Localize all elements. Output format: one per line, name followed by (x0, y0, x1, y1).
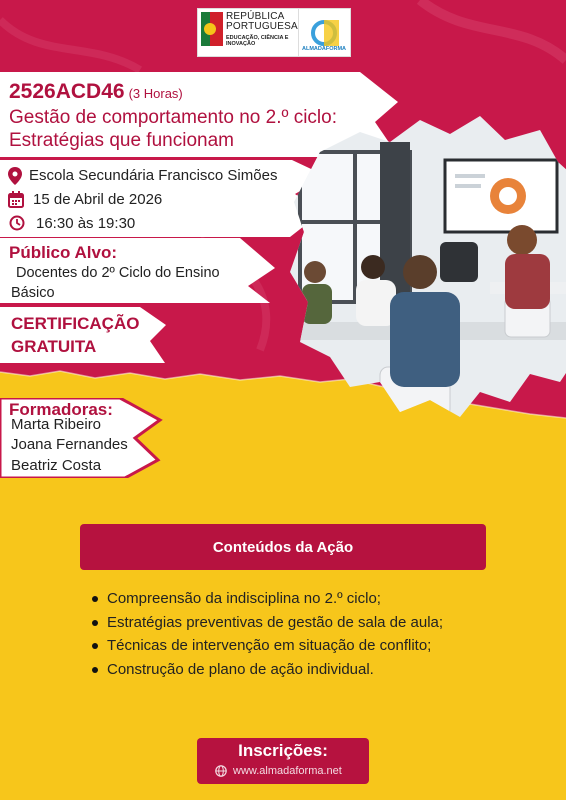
list-item: Construção de plano de ação individual. (90, 658, 550, 682)
republica-line2: PORTUGUESA (226, 21, 298, 32)
date-text: 15 de Abril de 2026 (33, 191, 163, 208)
certification-line1: CERTIFICAÇÃO (11, 314, 140, 333)
trainer-name: Beatriz Costa (11, 457, 102, 474)
registration-url[interactable]: www.almadaforma.net (233, 765, 342, 777)
certification-line2: GRATUITA (11, 337, 97, 356)
republica-logo (198, 9, 298, 56)
contents-heading-box (80, 524, 486, 570)
almadaforma-text: ALMADAFORMA (302, 46, 346, 52)
course-hours: (3 Horas) (128, 86, 183, 101)
contents-heading: Conteúdos da Ação (212, 538, 354, 556)
list-item: Técnicas de intervenção em situação de conflito; (90, 634, 550, 658)
course-title-line2: Estratégias que funcionam (9, 130, 234, 151)
registration-heading: Inscrições: (238, 741, 328, 760)
almadaforma-swirl-icon (309, 20, 339, 46)
list-item: Compreensão da indisciplina no 2.º ciclo; (90, 587, 550, 611)
globe-icon (215, 765, 227, 777)
almadaforma-logo (298, 9, 349, 56)
trainer-name: Marta Ribeiro (11, 416, 102, 433)
registration-box[interactable] (197, 738, 369, 784)
calendar-icon (8, 191, 24, 208)
list-item: Estratégias preventivas de gestão de sala de aula; (90, 611, 550, 635)
course-code: 2526ACD46 (9, 80, 125, 103)
time-text: 16:30 às 19:30 (36, 215, 136, 232)
trainer-name: Joana Fernandes (11, 436, 128, 453)
portugal-emblem-icon (201, 12, 223, 46)
audience-heading: Público Alvo: (9, 243, 117, 262)
course-title-line1: Gestão de comportamento no 2.º ciclo: (9, 107, 338, 128)
audience-line2: Básico (11, 285, 55, 301)
location-text: Escola Secundária Francisco Simões (29, 167, 278, 184)
republica-line1: REPÚBLICA (226, 11, 285, 22)
course-code-line (9, 80, 183, 104)
clock-icon (9, 215, 25, 231)
contents-list (90, 587, 550, 681)
classroom-photo (290, 112, 566, 422)
trainers-heading: Formadoras: (9, 400, 113, 419)
audience-line1: Docentes do 2º Ciclo do Ensino (16, 265, 220, 281)
partner-logos (197, 8, 351, 57)
republica-sub: EDUCAÇÃO, CIÊNCIA E INOVAÇÃO (226, 35, 289, 47)
location-pin-icon (8, 167, 22, 185)
